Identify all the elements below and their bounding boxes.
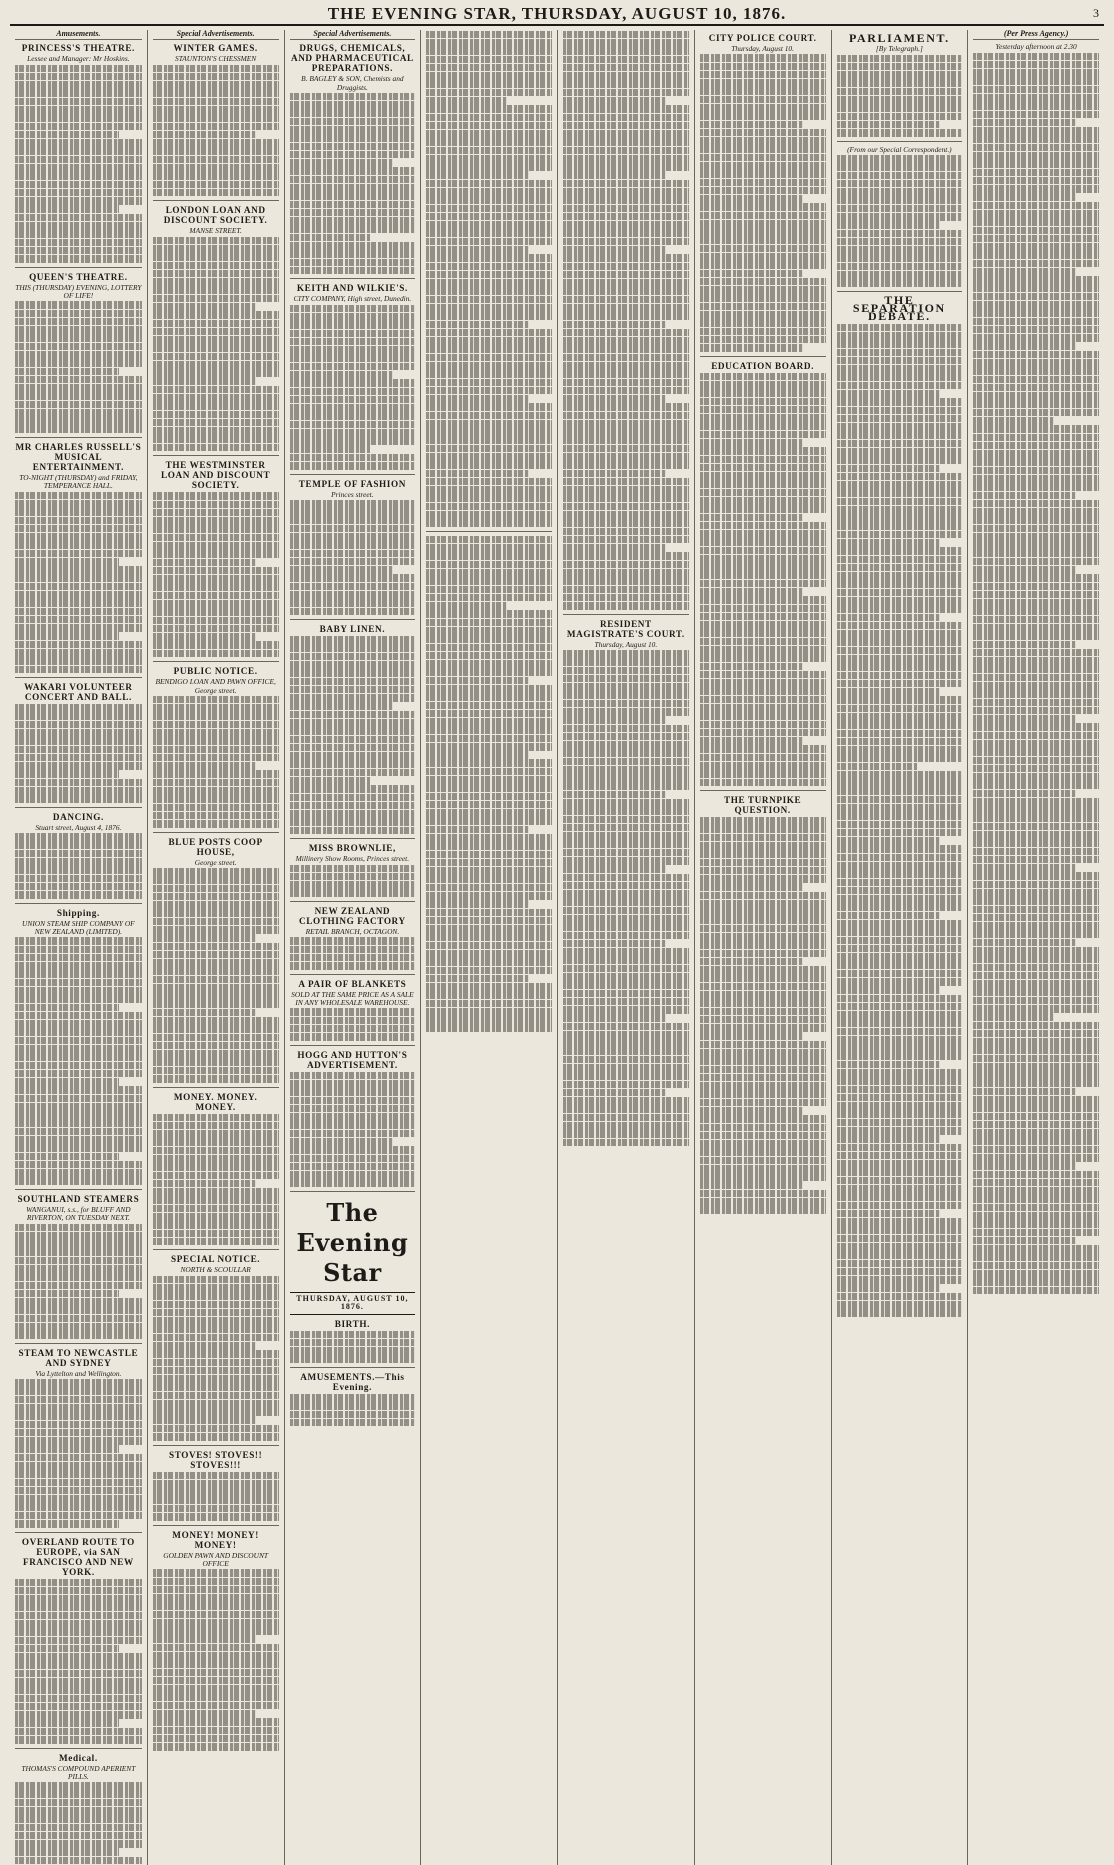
divider (153, 1525, 279, 1526)
article-subheading: SOLD AT THE SAME PRICE AS A SALE IN ANY WHOLESALE WAREHOUSE. (291, 989, 414, 1007)
divider (15, 903, 142, 904)
article-subheading: Lessee and Manager: Mr Hoskins. (27, 54, 130, 64)
article-heading: KEITH AND WILKIE'S. (296, 283, 408, 294)
article-subheading: TO-NIGHT (THURSDAY) and FRIDAY, TEMPERANCE HALL. (19, 473, 138, 491)
article-subheading: B. BAGLEY & SON, Chemists and Druggists. (301, 74, 404, 92)
article-block (290, 43, 416, 274)
article-block (290, 1372, 416, 1426)
article-block (426, 31, 552, 527)
article-body-text (15, 1579, 142, 1744)
article-subheading: (From our Special Correspondent.) (847, 144, 952, 154)
article-body-text (837, 155, 963, 287)
article-body-text (290, 305, 416, 470)
article-heading: MR CHARLES RUSSELL'S MUSICAL ENTERTAINMENT. (15, 442, 142, 473)
article-body-text (15, 833, 142, 899)
article-block (973, 43, 1099, 1294)
article-body-text (837, 324, 963, 1317)
article-block (700, 795, 826, 1214)
divider (15, 437, 142, 438)
divider (290, 974, 416, 975)
column-6 (694, 30, 831, 1865)
column-heading: Special Advertisements. (153, 30, 279, 40)
article-body-text (153, 237, 279, 452)
article-heading: THE SEPARATION DEBATE. (852, 292, 946, 324)
divider (290, 278, 416, 279)
article-body-text (290, 636, 416, 834)
divider (15, 267, 142, 268)
article-body-text (700, 373, 826, 786)
article-block (153, 460, 279, 657)
article-body-text (290, 500, 416, 615)
article-body-text (15, 1379, 142, 1527)
article-block (153, 205, 279, 451)
column-1 (10, 30, 147, 1865)
article-block (290, 906, 416, 970)
paper-title: The Evening Star (296, 1197, 409, 1287)
divider (153, 1087, 279, 1088)
article-block (15, 272, 142, 433)
article-block (15, 812, 142, 899)
article-heading: BIRTH. (334, 1318, 370, 1329)
article-heading: LONDON LOAN AND DISCOUNT SOCIETY. (163, 205, 268, 226)
divider (153, 832, 279, 833)
article-block (15, 1194, 142, 1339)
article-body-text (563, 650, 689, 1146)
article-block (15, 908, 142, 1185)
article-block (153, 1530, 279, 1751)
column-8 (967, 30, 1104, 1865)
article-body-text (563, 31, 689, 610)
article-body-text (153, 1114, 279, 1246)
article-block (15, 442, 142, 673)
divider (290, 474, 416, 475)
divider (290, 838, 416, 839)
article-subheading: George street. (194, 857, 237, 867)
article-subheading: UNION STEAM SHIP COMPANY OF NEW ZEALAND (LIMITED). (22, 918, 135, 936)
article-body-text (15, 65, 142, 263)
article-heading: DANCING. (52, 811, 104, 822)
article-block (563, 619, 689, 1146)
article-heading: QUEEN'S THEATRE. (29, 271, 128, 282)
article-block (15, 1537, 142, 1744)
article-subheading: Millinery Show Rooms, Princes street. (295, 854, 410, 864)
divider (290, 901, 416, 902)
column-2 (147, 30, 284, 1865)
article-subheading: MANSE STREET. (189, 226, 242, 236)
article-heading: BABY LINEN. (319, 624, 386, 635)
column-heading: Special Advertisements. (290, 30, 416, 40)
article-body-text (290, 937, 416, 969)
article-body-text (426, 536, 552, 1032)
article-body-text (15, 1224, 142, 1339)
article-block (837, 146, 963, 287)
article-block (290, 843, 416, 897)
article-subheading: RETAIL BRANCH, OCTAGON. (305, 926, 400, 936)
article-block (290, 1050, 416, 1187)
article-body-text (290, 1394, 416, 1426)
article-subheading: CITY COMPANY, High street, Dunedin. (293, 294, 412, 304)
article-subheading: GOLDEN PAWN AND DISCOUNT OFFICE (163, 1550, 269, 1568)
article-heading: SOUTHLAND STEAMERS (17, 1194, 140, 1205)
article-heading: A PAIR OF BLANKETS (298, 978, 407, 989)
divider (153, 200, 279, 201)
article-heading: PRINCESS'S THEATRE. (21, 43, 135, 54)
article-subheading: THOMAS'S COMPOUND APERIENT PILLS. (21, 1763, 136, 1781)
article-block (153, 837, 279, 1083)
divider (15, 1748, 142, 1749)
article-body-text (837, 55, 963, 137)
article-block (153, 1092, 279, 1246)
column-5 (557, 30, 694, 1865)
article-block (290, 1319, 416, 1363)
divider (153, 661, 279, 662)
divider (153, 1445, 279, 1446)
article-body-text (290, 865, 416, 897)
article-subheading: Stuart street, August 4, 1876. (35, 822, 122, 832)
article-body-text (290, 93, 416, 275)
divider (290, 1191, 416, 1192)
divider (563, 614, 689, 615)
article-subheading: Thursday, August 10. (731, 44, 794, 53)
article-heading: DRUGS, CHEMICALS, AND PHARMACEUTICAL PREPARATIONS. (290, 43, 414, 74)
divider (153, 1249, 279, 1250)
article-body-text (426, 31, 552, 527)
divider (290, 1045, 416, 1046)
article-heading: THE TURNPIKE QUESTION. (724, 795, 802, 816)
column-7 (831, 30, 968, 1865)
article-subheading: STAUNTON'S CHESSMEN (175, 54, 257, 64)
article-block (15, 682, 142, 803)
article-subheading: BENDIGO LOAN AND PAWN OFFICE, George street. (155, 677, 276, 695)
article-subheading: THIS (THURSDAY) EVENING, LOTTERY OF LIFE! (15, 282, 142, 300)
article-subheading: [By Telegraph.] (875, 44, 923, 54)
column-heading: (Per Press Agency.) (973, 30, 1099, 40)
article-heading: MISS BROWNLIE, (308, 843, 396, 854)
column-heading: Amusements. (15, 30, 142, 40)
divider (290, 1367, 416, 1368)
article-body-text (973, 53, 1099, 1295)
divider (290, 619, 416, 620)
paper-date: THURSDAY, AUGUST 10, 1876. (290, 1292, 416, 1315)
article-body-text (153, 1472, 279, 1521)
article-body-text (15, 1782, 142, 1864)
article-block (290, 479, 416, 616)
article-block (563, 31, 689, 610)
article-heading: RESIDENT MAGISTRATE'S COURT. (566, 618, 685, 639)
article-block (290, 979, 416, 1041)
article-subheading: NORTH & SCOULLAR (180, 1265, 251, 1275)
article-block (290, 283, 416, 469)
article-body-text (15, 492, 142, 674)
article-subheading: Princes street. (331, 489, 374, 499)
article-heading: MONEY. MONEY. MONEY. (173, 1091, 258, 1112)
article-body-text (290, 1072, 416, 1187)
article-subheading: Via Lyttelton and Wellington. (35, 1368, 122, 1378)
article-block (837, 292, 963, 1317)
article-body-text (15, 301, 142, 433)
divider (153, 455, 279, 456)
article-heading: HOGG AND HUTTON'S ADVERTISEMENT. (297, 1049, 408, 1070)
article-body-text (700, 817, 826, 1214)
article-heading: CITY POLICE COURT. (708, 33, 817, 43)
article-block (700, 361, 826, 786)
article-heading: STEAM TO NEWCASTLE AND SYDNEY (18, 1347, 139, 1368)
article-body-text (153, 492, 279, 657)
article-block (153, 1254, 279, 1440)
article-block (153, 1450, 279, 1521)
article-heading: AMUSEMENTS.—This Evening. (300, 1372, 405, 1393)
article-block (153, 666, 279, 827)
column-4 (420, 30, 557, 1865)
running-head (10, 4, 1104, 26)
article-heading: NEW ZEALAND CLOTHING FACTORY (299, 905, 406, 926)
article-heading: PUBLIC NOTICE. (173, 666, 258, 677)
article-heading: PARLIAMENT. (848, 31, 950, 45)
article-heading: WAKARI VOLUNTEER CONCERT AND BALL. (24, 682, 133, 703)
divider (15, 1189, 142, 1190)
article-heading: TEMPLE OF FASHION (298, 478, 406, 489)
divider (700, 356, 826, 357)
page-number: 3 (1093, 6, 1100, 20)
article-subheading: Thursday, August 10. (594, 639, 658, 649)
article-heading: OVERLAND ROUTE TO EUROPE, via SAN FRANCISCO AND NEW YORK. (21, 1536, 135, 1577)
article-heading: STOVES! STOVES!! STOVES!!! (168, 1449, 263, 1470)
article-block (700, 33, 826, 352)
article-block (290, 624, 416, 834)
article-block (15, 1348, 142, 1528)
article-subheading: WANGANUI, s.s., for BLUFF AND RIVERTON, ON TUESDAY NEXT. (26, 1205, 131, 1223)
article-body-text (290, 1008, 416, 1040)
divider (837, 291, 963, 292)
article-subheading: Yesterday afternoon at 2.30 (995, 42, 1077, 52)
article-block (153, 43, 279, 196)
running-head-title: THE EVENING STAR, THURSDAY, AUGUST 10, 1876. (327, 4, 787, 23)
paper-masthead (290, 1198, 416, 1315)
article-heading: Shipping. (56, 907, 100, 918)
article-body-text (153, 868, 279, 1083)
divider (15, 1532, 142, 1533)
divider (426, 531, 552, 532)
article-heading: THE WESTMINSTER LOAN AND DISCOUNT SOCIETY. (161, 460, 271, 491)
article-body-text (15, 704, 142, 803)
article-block (15, 43, 142, 262)
article-body-text (153, 65, 279, 197)
divider (15, 1343, 142, 1344)
divider (700, 790, 826, 791)
article-body-text (290, 1331, 416, 1363)
article-heading: MONEY! MONEY! MONEY! (172, 1529, 259, 1550)
article-block (15, 1753, 142, 1865)
column-3 (284, 30, 421, 1865)
article-body-text (700, 54, 826, 351)
article-block (837, 31, 963, 137)
article-heading: BLUE POSTS COOP HOUSE, (168, 836, 263, 857)
article-heading: EDUCATION BOARD. (711, 360, 815, 371)
article-body-text (153, 696, 279, 828)
article-block (426, 536, 552, 1032)
article-heading: Medical. (59, 1752, 98, 1763)
article-body-text (15, 937, 142, 1185)
divider (15, 677, 142, 678)
article-heading: WINTER GAMES. (173, 43, 258, 54)
article-body-text (153, 1569, 279, 1751)
article-heading: SPECIAL NOTICE. (171, 1254, 261, 1265)
divider (15, 807, 142, 808)
article-body-text (153, 1276, 279, 1441)
divider (837, 141, 963, 142)
column-grid (10, 29, 1104, 1781)
